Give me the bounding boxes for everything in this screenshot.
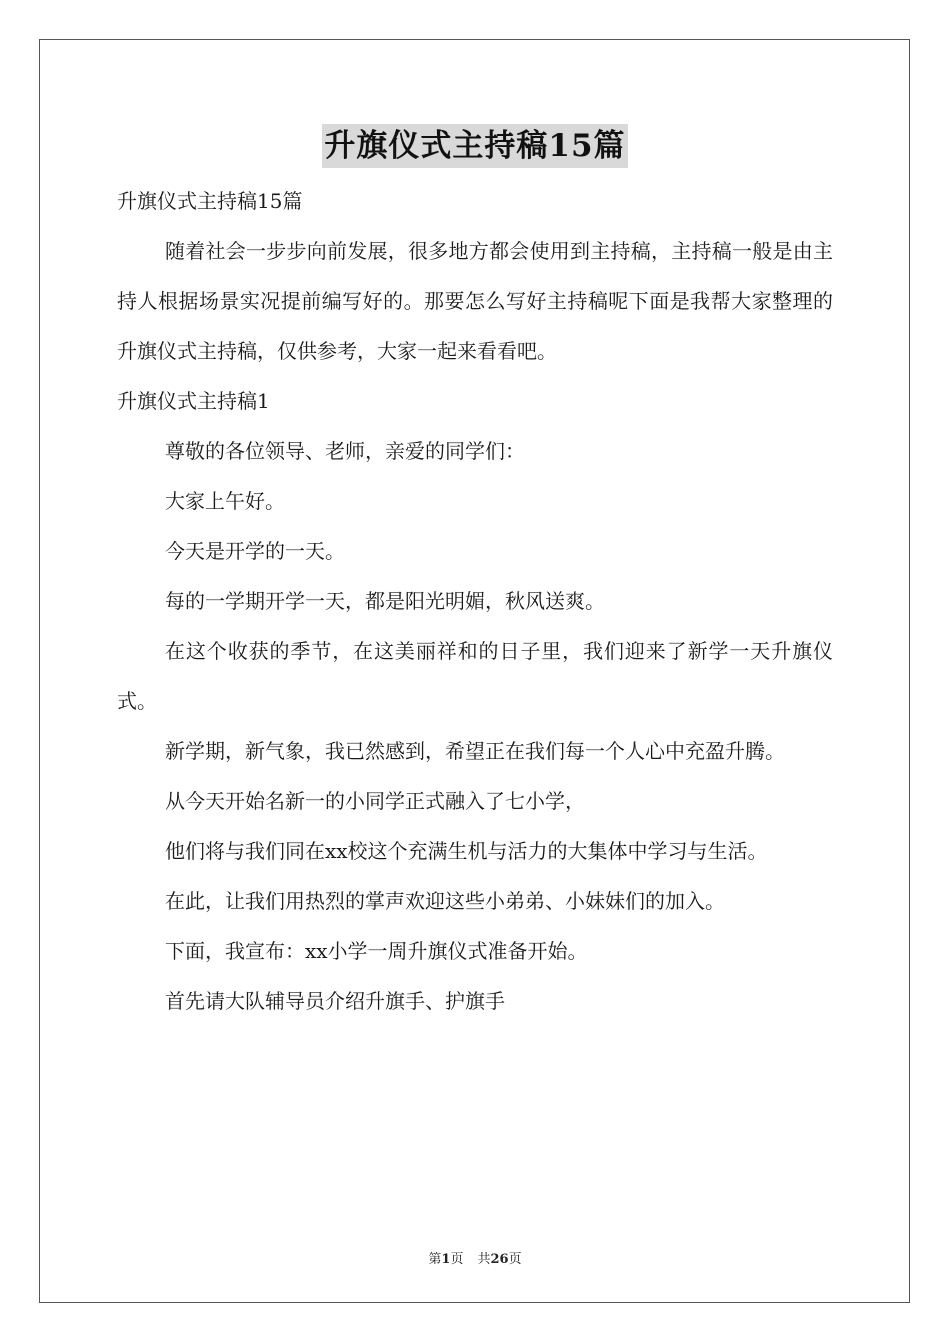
total-suffix: 页 bbox=[508, 1252, 522, 1267]
paragraph: 在此，让我们用热烈的掌声欢迎这些小弟弟、小妹妹们的加入。 bbox=[165, 889, 725, 913]
page-number: 1 bbox=[441, 1252, 451, 1267]
paragraph: 升旗仪式主持稿1 bbox=[117, 389, 270, 413]
paragraph: 今天是开学的一天。 bbox=[165, 539, 345, 563]
page-footer bbox=[0, 1248, 950, 1267]
title-container bbox=[0, 124, 950, 168]
paragraph: 新学期，新气象，我已然感到，希望正在我们每一个人心中充盈升腾。 bbox=[165, 739, 785, 763]
paragraph: 他们将与我们同在xx校这个充满生机与活力的大集体中学习与生活。 bbox=[165, 839, 768, 863]
paragraph: 首先请大队辅导员介绍升旗手、护旗手 bbox=[165, 989, 505, 1013]
paragraph: 从今天开始名新一的小同学正式融入了七小学， bbox=[165, 789, 585, 813]
paragraph: 尊敬的各位领导、老师，亲爱的同学们： bbox=[165, 439, 525, 463]
page-prefix: 第 bbox=[428, 1252, 442, 1267]
paragraph: 下面，我宣布：xx小学一周升旗仪式准备开始。 bbox=[165, 939, 588, 963]
paragraph: 随着社会一步步向前发展，很多地方都会使用到主持稿，主持稿一般是由主持人根据场景实况提前编写好的。那要怎么写好主持稿呢下面是我帮大家整理的升旗仪式主持稿，仅供参考，大家一起来看看吧。 bbox=[117, 239, 833, 363]
document-title: 升旗仪式主持稿15篇 bbox=[322, 124, 627, 168]
paragraph: 大家上午好。 bbox=[165, 489, 285, 513]
page-suffix: 页 bbox=[450, 1252, 464, 1267]
total-prefix: 共 bbox=[477, 1252, 491, 1267]
paragraph: 每的一学期开学一天，都是阳光明媚，秋风送爽。 bbox=[165, 589, 605, 613]
document-body bbox=[117, 176, 833, 1026]
paragraph: 升旗仪式主持稿15篇 bbox=[117, 189, 303, 213]
paragraph: 在这个收获的季节，在这美丽祥和的日子里，我们迎来了新学一天升旗仪式。 bbox=[117, 639, 833, 713]
total-pages: 26 bbox=[490, 1252, 509, 1267]
